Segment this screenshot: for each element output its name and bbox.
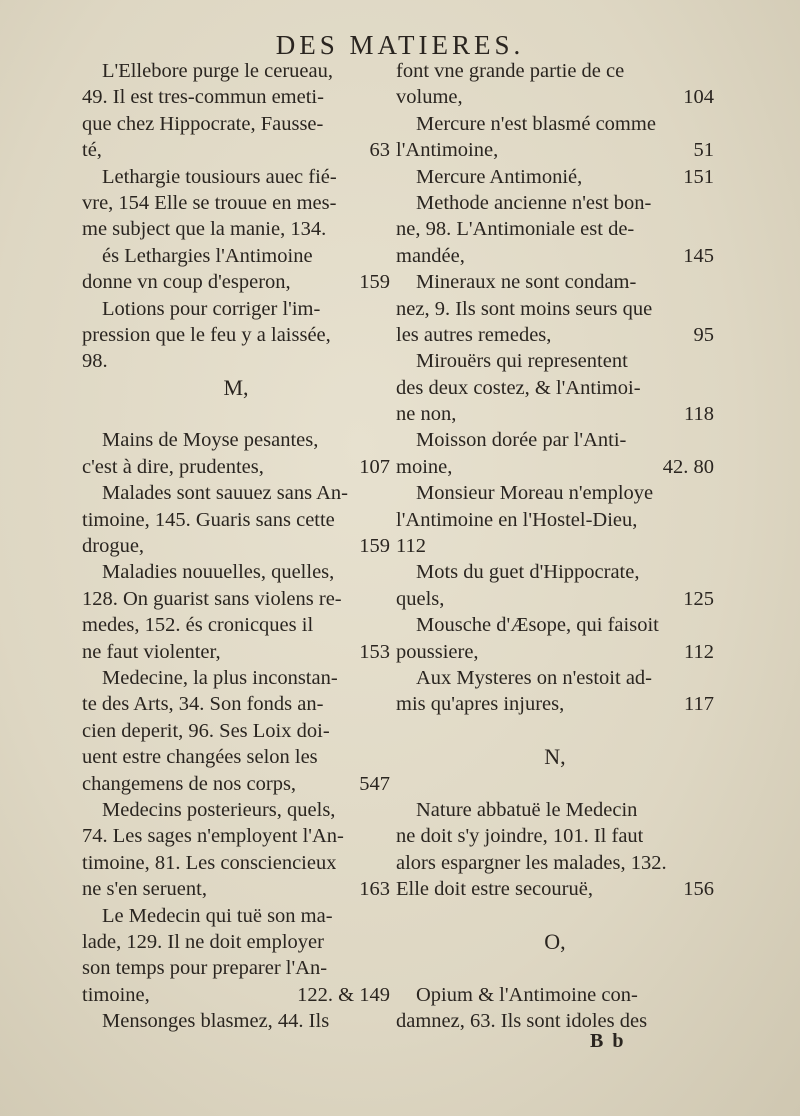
index-line <box>82 718 390 744</box>
index-line <box>82 1008 390 1034</box>
entry-text: Lotions pour corriger l'im- <box>102 297 321 320</box>
entry-text: mis qu'apres injures, <box>396 693 565 716</box>
page-header: DES MATIERES. <box>275 30 525 60</box>
entry-text: me subject que la manie, 134. <box>82 218 327 241</box>
entry-text: L'Ellebore purge le cerueau, <box>102 60 333 82</box>
entry-text: mandée, <box>396 244 465 267</box>
index-line <box>396 164 714 190</box>
index-line <box>82 58 390 84</box>
index-line <box>82 797 390 823</box>
index-line <box>82 876 390 902</box>
entry-text: que chez Hippocrate, Fausse- <box>82 112 324 135</box>
index-line <box>396 216 714 242</box>
entry-text: vre, 154 Elle se trouue en mes- <box>82 191 337 214</box>
entry-text: 49. Il est tres-commun emeti- <box>82 86 324 109</box>
entry-text: drogue, <box>82 535 145 558</box>
page-ref: 104 <box>683 86 714 109</box>
index-line <box>82 164 390 190</box>
entry-text: té, <box>82 139 102 162</box>
index-line <box>396 454 714 480</box>
index-line <box>396 375 714 401</box>
entry-text: M, <box>223 374 249 400</box>
entry-text: Mots du guet d'Hippocrate, <box>416 561 640 584</box>
right-column <box>396 58 714 1034</box>
page-ref: 159 <box>359 271 390 294</box>
entry-text: Elle doit estre secouruë, <box>396 878 593 901</box>
index-line <box>82 190 390 216</box>
index-line <box>396 982 714 1008</box>
entry-text: 128. On guarist sans violens re- <box>82 587 342 610</box>
blank-line <box>396 718 714 744</box>
entry-text: medes, 152. és cronicques il <box>82 614 314 637</box>
entry-text: Moisson dorée par l'Anti- <box>416 429 627 452</box>
index-line <box>396 823 714 849</box>
index-line <box>396 84 714 110</box>
page-ref: 112 <box>684 640 714 663</box>
entry-text: nez, 9. Ils sont moins seurs que <box>396 297 653 320</box>
index-line <box>396 296 714 322</box>
page-ref: 125 <box>683 587 714 610</box>
index-line <box>396 401 714 427</box>
blank-line <box>82 401 390 427</box>
index-line <box>82 480 390 506</box>
entry-text: poussiere, <box>396 640 479 663</box>
entry-text: ne, 98. L'Antimoniale est de- <box>396 218 635 241</box>
blank-line <box>396 955 714 981</box>
entry-text: l'Antimoine, <box>396 139 499 162</box>
signature-mark: B b <box>590 1030 626 1052</box>
index-line <box>82 903 390 929</box>
index-line <box>396 586 714 612</box>
entry-text: moine, <box>396 455 453 478</box>
index-line <box>82 533 390 559</box>
entry-text: N, <box>544 744 566 770</box>
entry-text: Mains de Moyse pesantes, <box>102 429 319 452</box>
page-ref: 145 <box>683 244 714 267</box>
index-line <box>82 348 390 374</box>
entry-text: ne doit s'y joindre, 101. Il faut <box>396 825 644 848</box>
index-line <box>82 665 390 691</box>
index-line <box>396 427 714 453</box>
index-line <box>82 322 390 348</box>
entry-text: les autres remedes, <box>396 323 552 346</box>
index-line <box>396 243 714 269</box>
page-ref: 151 <box>683 165 714 188</box>
section-letter <box>396 744 714 770</box>
index-line <box>82 507 390 533</box>
blank-line <box>396 903 714 929</box>
entry-text: timoine, 81. Les consciencieux <box>82 851 337 874</box>
index-line <box>396 665 714 691</box>
entry-text: Medecine, la plus inconstan- <box>102 666 338 689</box>
index-line <box>82 850 390 876</box>
index-line <box>396 797 714 823</box>
index-line <box>82 929 390 955</box>
index-line <box>396 559 714 585</box>
entry-text: quels, <box>396 587 445 610</box>
entry-text: ne non, <box>396 403 457 426</box>
entry-text: son temps pour preparer l'An- <box>82 957 328 980</box>
blank-line <box>396 771 714 797</box>
entry-text: c'est à dire, prudentes, <box>82 455 264 478</box>
entry-text: ne s'en seruent, <box>82 878 207 901</box>
index-line <box>396 190 714 216</box>
index-line <box>396 137 714 163</box>
entry-text: Monsieur Moreau n'employe <box>416 482 654 505</box>
index-line <box>396 639 714 665</box>
section-letter <box>396 929 714 955</box>
index-line <box>396 58 714 84</box>
index-line <box>82 454 390 480</box>
index-line <box>82 111 390 137</box>
page-ref: 107 <box>359 455 390 478</box>
index-line <box>82 955 390 981</box>
index-line <box>82 586 390 612</box>
index-line <box>396 691 714 717</box>
index-line <box>396 1008 714 1034</box>
page-ref: 159 <box>359 535 390 558</box>
entry-text: changemens de nos corps, <box>82 772 297 795</box>
entry-text: Nature abbatuë le Medecin <box>416 798 638 821</box>
entry-text: te des Arts, 34. Son fonds an- <box>82 693 324 716</box>
index-line <box>82 427 390 453</box>
entry-text: l'Antimoine en l'Hostel-Dieu, <box>396 508 638 531</box>
page-ref: 156 <box>683 878 714 901</box>
entry-text: Mercure n'est blasmé comme <box>416 112 656 135</box>
entry-text: O, <box>544 928 566 954</box>
entry-text: és Lethargies l'Antimoine <box>102 244 313 267</box>
entry-text: des deux costez, & l'Antimoi- <box>396 376 641 399</box>
left-column <box>82 58 390 1034</box>
page-ref: 63 <box>369 139 390 162</box>
page-ref: 153 <box>359 640 390 663</box>
entry-text: Medecins posterieurs, quels, <box>102 798 336 821</box>
entry-text: Mousche d'Æsope, qui faisoit <box>416 614 659 637</box>
index-line <box>396 480 714 506</box>
index-line <box>396 269 714 295</box>
page-ref: 51 <box>693 139 714 162</box>
index-line <box>82 982 390 1008</box>
entry-text: Le Medecin qui tuë son ma- <box>102 904 333 927</box>
entry-text: Opium & l'Antimoine con- <box>416 983 638 1006</box>
index-line <box>396 612 714 638</box>
entry-text: Mensonges blasmez, 44. Ils <box>102 1010 330 1033</box>
index-line <box>82 559 390 585</box>
index-line <box>82 771 390 797</box>
entry-text: lade, 129. Il ne doit employer <box>82 930 324 953</box>
entry-text: Methode ancienne n'est bon- <box>416 191 652 214</box>
index-line <box>82 216 390 242</box>
page-ref: 42. 80 <box>662 455 714 478</box>
entry-text: font vne grande partie de ce <box>396 60 625 82</box>
index-line <box>82 639 390 665</box>
index-line <box>396 533 714 559</box>
entry-text: Maladies nouuelles, quelles, <box>102 561 335 584</box>
entry-text: 74. Les sages n'employent l'An- <box>82 825 344 848</box>
section-letter <box>82 375 390 401</box>
entry-text: Lethargie tousiours auec fié- <box>102 165 337 188</box>
index-line <box>396 348 714 374</box>
entry-text: Mercure Antimonié, <box>416 165 583 188</box>
entry-text: damnez, 63. Ils sont idoles des <box>396 1010 648 1033</box>
index-line <box>82 296 390 322</box>
index-line <box>82 691 390 717</box>
index-line <box>82 823 390 849</box>
page-ref: 163 <box>359 878 390 901</box>
entry-text: timoine, <box>82 983 150 1006</box>
entry-text: Aux Mysteres on n'estoit ad- <box>416 666 652 689</box>
index-line <box>82 744 390 770</box>
index-line <box>396 507 714 533</box>
entry-text: cien deperit, 96. Ses Loix doi- <box>82 719 330 742</box>
page-ref: 117 <box>684 693 714 716</box>
page-ref: 95 <box>693 323 714 346</box>
entry-text: 112 <box>396 535 426 558</box>
index-line <box>82 137 390 163</box>
entry-text: Mineraux ne sont condam- <box>416 271 637 294</box>
entry-text: pression que le feu y a laissée, <box>82 323 331 346</box>
entry-text: timoine, 145. Guaris sans cette <box>82 508 335 531</box>
index-line <box>82 612 390 638</box>
index-line <box>82 243 390 269</box>
index-line <box>82 84 390 110</box>
index-line <box>396 850 714 876</box>
entry-text: ne faut violenter, <box>82 640 221 663</box>
entry-text: Mirouërs qui representent <box>416 350 628 373</box>
entry-text: uent estre changées selon les <box>82 746 318 769</box>
page-ref: 118 <box>684 403 714 426</box>
entry-text: donne vn coup d'esperon, <box>82 271 291 294</box>
entry-text: alors espargner les malades, 132. <box>396 851 667 874</box>
entry-text: 98. <box>82 350 108 373</box>
entry-text: volume, <box>396 86 463 109</box>
index-line <box>82 269 390 295</box>
page-ref: 547 <box>359 772 390 795</box>
page-ref: 122. & 149 <box>297 983 390 1006</box>
entry-text: Malades sont sauuez sans An- <box>102 482 348 505</box>
index-line <box>396 322 714 348</box>
index-line <box>396 876 714 902</box>
index-line <box>396 111 714 137</box>
